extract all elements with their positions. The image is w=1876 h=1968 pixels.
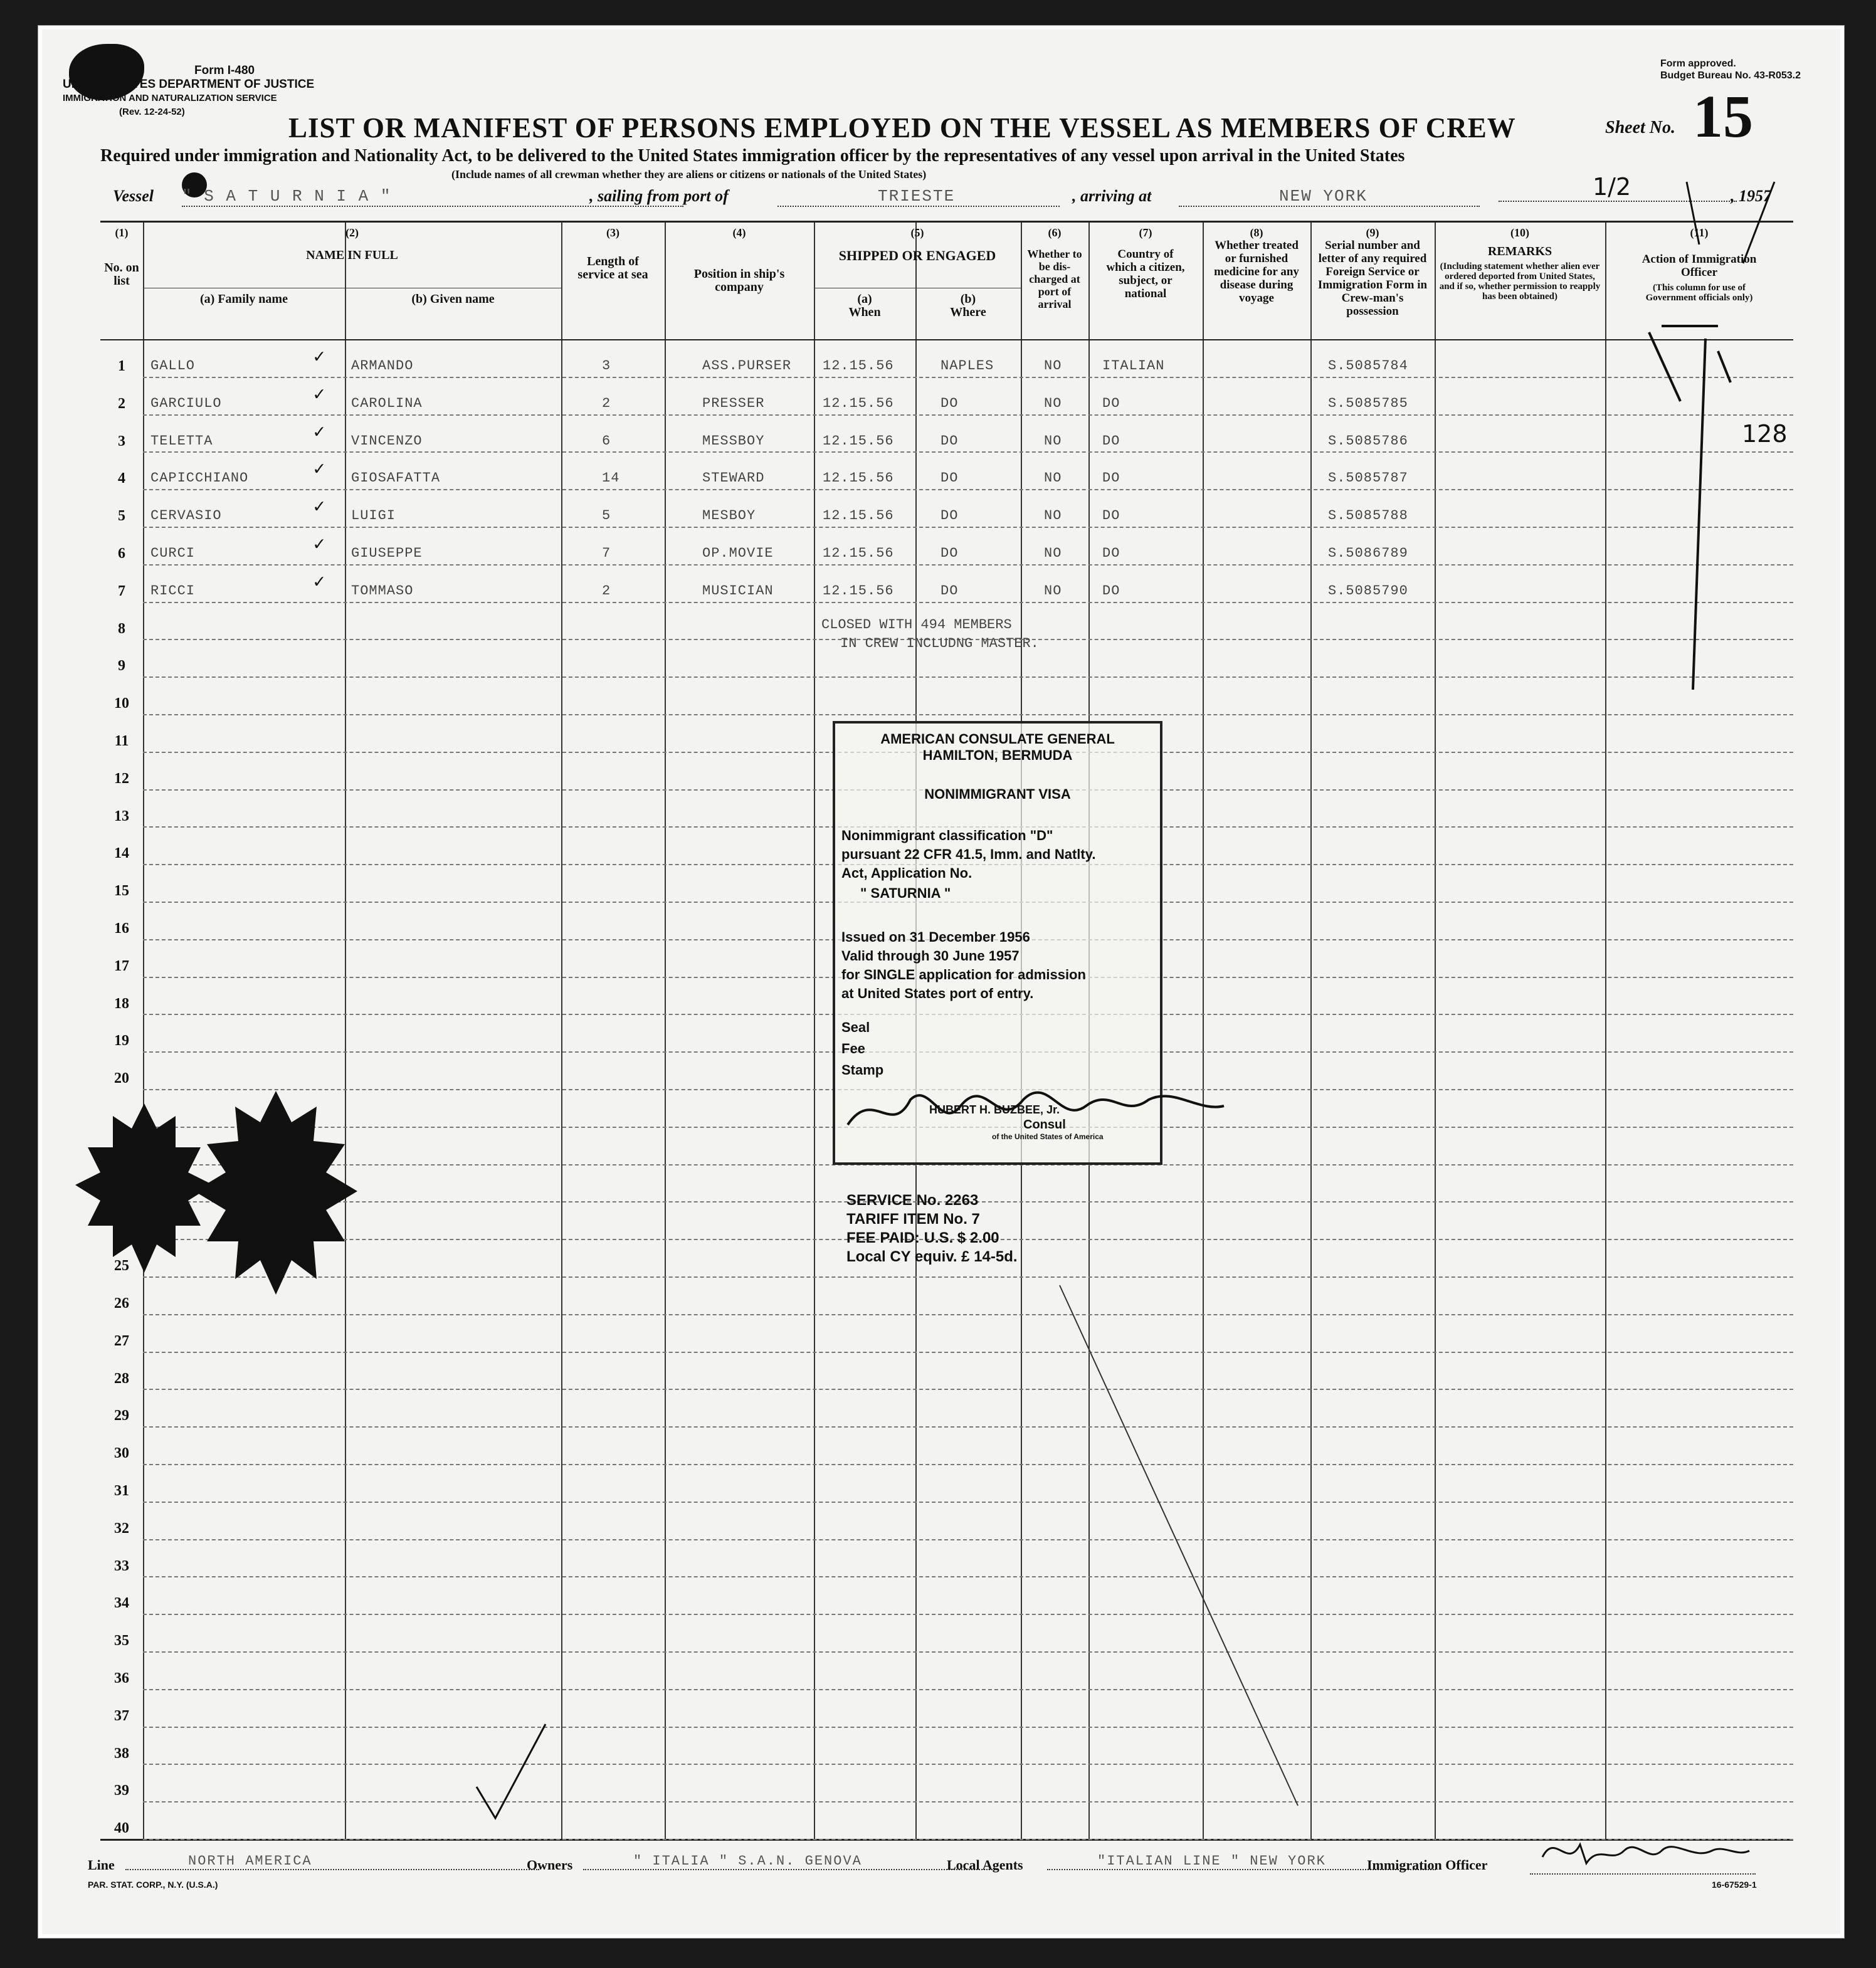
header-family: (a) Family name (200, 292, 288, 306)
row-number: 40 (114, 1820, 129, 1837)
tick-mark: ✓ (314, 535, 326, 556)
cell-position: STEWARD (702, 470, 765, 487)
col-num: (8) (1250, 226, 1263, 239)
approved-text: Form approved. (1660, 58, 1736, 69)
cell-family: CURCI (150, 545, 196, 561)
row-number: 34 (114, 1595, 129, 1612)
col-num: (11) (1690, 226, 1709, 239)
officer-signature (1530, 1832, 1756, 1870)
cell-country: DO (1102, 433, 1120, 449)
cell-country: DO (1102, 470, 1120, 487)
stamp-seal: Seal (841, 1019, 870, 1035)
row-number: 3 (118, 433, 125, 450)
row-number: 4 (118, 470, 125, 487)
header-remarks-note: (Including statement whether alien ever ordered deported from United States, and if so, whether permission to reapply has been obtained) (1439, 261, 1601, 302)
cell-country: DO (1102, 582, 1120, 599)
local-equiv: Local CY equiv. £ 14-5d. (846, 1248, 1018, 1265)
cell-position: MUSICIAN (702, 582, 774, 599)
arrival-date: 1/2 (1499, 173, 1737, 202)
stamp-stamp: Stamp (841, 1062, 884, 1078)
cell-given: GIUSEPPE (351, 545, 423, 561)
stamp-port-entry: at United States port of entry. (841, 986, 1034, 1001)
row-rule (143, 1276, 1793, 1278)
cell-family: CERVASIO (150, 508, 222, 524)
row-number: 1 (118, 358, 125, 374)
row-number: 33 (114, 1557, 129, 1574)
arrival-year: , 1957 (1731, 187, 1771, 205)
cell-given: VINCENZO (351, 433, 423, 449)
tick-mark: ✓ (314, 422, 326, 444)
date-slash-mark (1680, 169, 1818, 270)
row-number: 20 (114, 1070, 129, 1087)
row-number: 35 (114, 1633, 129, 1650)
subtitle: Required under immigration and Nationality Act, to be delivered to the United States immigration officer by the representatives of any vessel upon arrival in the United States (100, 146, 1405, 166)
header-remarks: REMARKS (1487, 245, 1552, 258)
header-no: No. on list (104, 261, 139, 288)
consulate-visa-stamp (833, 721, 1162, 1165)
header-bottom-rule (100, 339, 1793, 340)
header-action-note: (This column for use of Government officials only) (1645, 283, 1753, 303)
officer-pen-mark (1630, 313, 1818, 1567)
cell-disch: NO (1044, 582, 1062, 599)
row-number: 12 (114, 770, 129, 787)
stamp-application: Act, Application No. (841, 865, 972, 881)
arriving-label: , arriving at (1072, 187, 1152, 205)
header-shipped: SHIPPED OR ENGAGED (838, 248, 996, 263)
sheet-label: Sheet No. (1605, 118, 1675, 137)
row-number: 19 (114, 1033, 129, 1050)
cell-country: DO (1102, 545, 1120, 561)
header-length: Length of service at sea (577, 255, 648, 282)
stamp-pursuant: pursuant 22 CFR 41.5, Imm. and Natlty. (841, 846, 1096, 862)
row-rule (143, 1651, 1793, 1653)
row-number: 13 (114, 808, 129, 824)
cell-length: 3 (602, 358, 611, 374)
cell-serial: S.5085788 (1328, 508, 1408, 524)
row-number: 10 (114, 695, 129, 712)
cell-family: GARCIULO (150, 395, 222, 411)
row-number: 31 (114, 1483, 129, 1499)
row-rule (143, 1727, 1793, 1728)
stamp-issued: Issued on 31 December 1956 (841, 929, 1030, 945)
line-label: Line (88, 1857, 115, 1873)
vessel-name: " S A T U R N I A " (182, 187, 683, 207)
row-number: 39 (114, 1782, 129, 1799)
stamp-single: for SINGLE application for admission (841, 967, 1086, 982)
closed-note (821, 616, 1039, 653)
cell-given: GIOSAFATTA (351, 470, 441, 487)
stamp-consul-country: of the United States of America (992, 1132, 1104, 1141)
row-rule (143, 714, 1793, 715)
footer (88, 1853, 1781, 1890)
budget-text: Budget Bureau No. 43-R053.2 (1660, 70, 1801, 81)
row-number: 30 (114, 1445, 129, 1462)
header-country: Country of which a citizen, subject, or national (1106, 248, 1185, 300)
cell-disch: NO (1044, 545, 1062, 561)
cell-position: PRESSER (702, 395, 765, 411)
row-number: 18 (114, 995, 129, 1012)
cell-length: 2 (602, 582, 611, 599)
col-num: (2) (345, 226, 359, 239)
row-rule (143, 1502, 1793, 1503)
cell-family: CAPICCHIANO (150, 470, 249, 487)
col-num: (6) (1048, 226, 1062, 239)
row-number: 14 (114, 845, 129, 862)
cell-family: TELETTA (150, 433, 213, 449)
header-when: (a) When (848, 292, 881, 319)
cell-serial: S.5086789 (1328, 545, 1408, 561)
cell-disch: NO (1044, 508, 1062, 524)
row-rule (143, 1689, 1793, 1690)
row-rule (143, 1764, 1793, 1765)
header-name: NAME IN FULL (306, 248, 398, 262)
cell-given: LUIGI (351, 508, 396, 524)
port-of-sailing: TRIESTE (777, 187, 1060, 207)
long-pen-line (1035, 1279, 1317, 1812)
tick-mark: ✓ (314, 572, 326, 594)
cell-position: MESSBOY (702, 433, 765, 449)
cell-serial: S.5085786 (1328, 433, 1408, 449)
col-num: (9) (1366, 226, 1379, 239)
row-number: 6 (118, 545, 125, 562)
row-number: 8 (118, 620, 125, 637)
cell-where: NAPLES (941, 358, 994, 374)
sheet-number: 15 (1693, 83, 1753, 150)
fee-paid: FEE PAID: U.S. $ 2.00 (846, 1229, 999, 1246)
row-rule (143, 377, 1793, 378)
row-number: 29 (114, 1408, 129, 1424)
tick-mark: ✓ (314, 384, 326, 406)
cell-country: ITALIAN (1102, 358, 1165, 374)
printer-mark: PAR. STAT. CORP., N.Y. (U.S.A.) (88, 1880, 218, 1890)
col-num: (7) (1139, 226, 1152, 239)
stamp-fee: Fee (841, 1041, 865, 1056)
row-rule (143, 1389, 1793, 1390)
row-rule (143, 1352, 1793, 1353)
annotation-128: 128 (1742, 420, 1788, 448)
check-mark (470, 1718, 558, 1831)
cell-serial: S.5085787 (1328, 470, 1408, 487)
row-number: 9 (118, 658, 125, 675)
row-number: 17 (114, 957, 129, 974)
row-rule (143, 527, 1793, 528)
col-divider (345, 223, 346, 1839)
consul-signature (835, 1075, 1236, 1150)
closed-line-1: CLOSED WITH 494 MEMBERS (821, 617, 1012, 633)
cell-when: 12.15.56 (823, 582, 894, 599)
row-number: 15 (114, 883, 129, 900)
owners-value: " ITALIA " S.A.N. GENOVA (583, 1853, 997, 1870)
col-divider (1605, 223, 1606, 1839)
cell-serial: S.5085785 (1328, 395, 1408, 411)
col-num: (4) (732, 226, 746, 239)
department: UNITED STATES DEPARTMENT OF JUSTICE (63, 78, 315, 91)
tick-mark: ✓ (314, 497, 326, 519)
cell-serial: S.5085784 (1328, 358, 1408, 374)
row-rule (143, 1426, 1793, 1428)
row-number: 32 (114, 1520, 129, 1537)
vessel-label: Vessel (113, 187, 154, 205)
cell-length: 14 (602, 470, 620, 487)
row-rule (143, 564, 1793, 566)
agents-value: "ITALIAN LINE " NEW YORK (1047, 1853, 1436, 1870)
cell-given: ARMANDO (351, 358, 414, 374)
cell-when: 12.15.56 (823, 395, 894, 411)
stamp-vessel: " SATURNIA " (860, 885, 951, 901)
subnote: (Include names of all crewman whether they are aliens or citizens or nationals of the United States) (451, 168, 927, 181)
row-number: 26 (114, 1295, 129, 1312)
cell-where: DO (941, 470, 959, 487)
row-rule (143, 1464, 1793, 1465)
cell-where: DO (941, 508, 959, 524)
stamp-location: HAMILTON, BERMUDA (922, 747, 1073, 763)
cell-disch: NO (1044, 358, 1062, 374)
cell-serial: S.5085790 (1328, 582, 1408, 599)
cell-when: 12.15.56 (823, 508, 894, 524)
col-divider (665, 223, 666, 1839)
form-header (63, 64, 314, 119)
row-number: 7 (118, 582, 125, 599)
cell-family: RICCI (150, 582, 196, 599)
cell-when: 12.15.56 (823, 470, 894, 487)
row-rule (143, 1314, 1793, 1315)
tick-mark: ✓ (314, 460, 326, 481)
cell-position: ASS.PURSER (702, 358, 792, 374)
embossed-seal (69, 1091, 364, 1304)
header-position: Position in ship's company (693, 267, 785, 294)
cell-where: DO (941, 433, 959, 449)
stamp-visa-type: NONIMMIGRANT VISA (924, 786, 1071, 802)
cell-country: DO (1102, 508, 1120, 524)
cell-disch: NO (1044, 395, 1062, 411)
col-divider (814, 223, 815, 1839)
cell-when: 12.15.56 (823, 433, 894, 449)
row-rule (143, 1539, 1793, 1540)
col-num: (10) (1510, 226, 1529, 239)
service-name: IMMIGRATION AND NATURALIZATION SERVICE (63, 93, 277, 103)
form-number: Form I-480 (194, 64, 255, 77)
cell-family: GALLO (150, 358, 196, 374)
tick-mark: ✓ (314, 347, 326, 369)
header-treated: Whether treated or furnished medicine for any disease during voyage (1214, 239, 1299, 305)
header-where: (b) Where (950, 292, 986, 319)
col-num: (5) (910, 226, 924, 239)
cell-disch: NO (1044, 470, 1062, 487)
row-number: 37 (114, 1707, 129, 1724)
stamp-consul-title: Consul (1023, 1118, 1066, 1132)
cell-when: 12.15.56 (823, 545, 894, 561)
cell-length: 7 (602, 545, 611, 561)
owners-label: Owners (527, 1857, 573, 1873)
service-number: SERVICE No. 2263 (846, 1192, 979, 1209)
cell-given: TOMMASO (351, 582, 414, 599)
sailing-label: , sailing from port of (589, 187, 729, 205)
row-rule (143, 451, 1793, 453)
row-number: 16 (114, 920, 129, 937)
row-number: 36 (114, 1670, 129, 1686)
row-rule (143, 1576, 1793, 1577)
arriving-port: NEW YORK (1179, 187, 1480, 207)
closed-line-2: IN CREW INCLUDNG MASTER. (840, 636, 1039, 651)
tariff-item: TARIFF ITEM No. 7 (846, 1211, 980, 1228)
page-title: LIST OR MANIFEST OF PERSONS EMPLOYED ON THE VESSEL AS MEMBERS OF CREW (288, 112, 1516, 144)
form-code: 16-67529-1 (1712, 1880, 1757, 1890)
row-number: 25 (114, 1258, 129, 1275)
col-divider (143, 223, 144, 1839)
cell-disch: NO (1044, 433, 1062, 449)
row-rule (143, 414, 1793, 416)
cell-where: DO (941, 545, 959, 561)
officer-label: Immigration Officer (1367, 1857, 1488, 1873)
officer-signature-line (1530, 1857, 1756, 1875)
cell-length: 2 (602, 395, 611, 411)
service-fee-stamp (846, 1191, 1018, 1266)
row-rule (143, 1614, 1793, 1615)
col-num: (1) (115, 226, 129, 239)
form-approval (1660, 58, 1801, 82)
row-number: 27 (114, 1332, 129, 1349)
header-action: Action of Immigration Officer (1641, 253, 1757, 279)
row-number: 11 (114, 733, 129, 749)
revision: (Rev. 12-24-52) (119, 107, 185, 117)
row-number: 28 (114, 1370, 129, 1387)
col-num: (3) (606, 226, 619, 239)
cell-when: 12.15.56 (823, 358, 894, 374)
cell-position: OP.MOVIE (702, 545, 774, 561)
stamp-valid: Valid through 30 June 1957 (841, 948, 1020, 964)
stamp-consulate: AMERICAN CONSULATE GENERAL (880, 731, 1115, 747)
row-rule (143, 1801, 1793, 1802)
stamp-classification: Nonimmigrant classification "D" (841, 828, 1053, 843)
header-given: (b) Given name (411, 292, 495, 306)
line-value: NORTH AMERICA (125, 1853, 539, 1870)
row-number: 38 (114, 1745, 129, 1762)
stamp-consul-name: HUBERT H. BUZBEE, Jr. (929, 1103, 1060, 1116)
row-rule (143, 676, 1793, 678)
cell-position: MESBOY (702, 508, 756, 524)
row-rule (143, 602, 1793, 603)
cell-given: CAROLINA (351, 395, 423, 411)
cell-where: DO (941, 395, 959, 411)
cell-country: DO (1102, 395, 1120, 411)
cell-length: 5 (602, 508, 611, 524)
col-divider (561, 223, 562, 1839)
cell-where: DO (941, 582, 959, 599)
col-divider (1435, 223, 1436, 1839)
row-number: 5 (118, 508, 125, 525)
header-discharged: Whether to be dis-charged at port of arrival (1027, 248, 1082, 310)
row-number: 2 (118, 395, 125, 412)
cell-length: 6 (602, 433, 611, 449)
row-rule (143, 489, 1793, 490)
agents-label: Local Agents (947, 1857, 1023, 1873)
header-serial: Serial number and letter of any required Foreign Service or Immigration Form in Crew-man's possession (1317, 239, 1428, 318)
